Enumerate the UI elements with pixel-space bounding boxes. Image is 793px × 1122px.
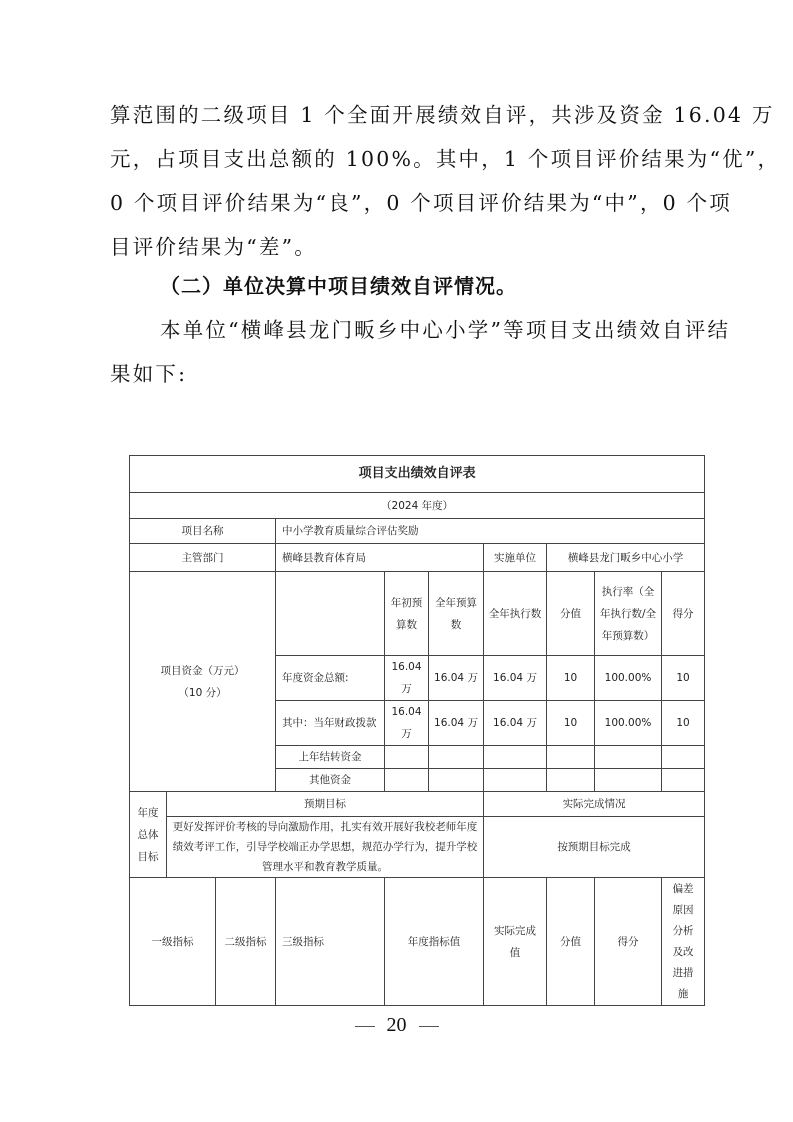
performance-self-eval-table	[129, 455, 705, 1006]
funds-header: 得分	[662, 572, 705, 656]
page-number	[0, 1014, 793, 1037]
funds-score-value	[662, 769, 705, 792]
funds-weight	[547, 746, 595, 769]
funds-budget	[429, 746, 484, 769]
indicator-header: 二级指标	[216, 878, 276, 1006]
indicator-header: 一级指标	[130, 878, 216, 1006]
indicator-header: 偏差原因分析及改进措施	[662, 878, 705, 1006]
dept-label: 主管部门	[130, 544, 276, 572]
funds-header-blank	[276, 572, 385, 656]
table-year: （2024 年度）	[130, 493, 705, 519]
funds-header: 全年预算数	[429, 572, 484, 656]
funds-header: 执行率（全年执行数/全年预算数）	[595, 572, 662, 656]
funds-executed	[484, 769, 547, 792]
funds-score: （10 分）	[178, 687, 227, 699]
paragraph-line: 0 个项目评价结果为“良”，0 个项目评价结果为“中”，0 个项	[110, 191, 732, 215]
funds-score-value: 10	[662, 656, 705, 701]
funds-header: 分值	[547, 572, 595, 656]
funds-executed	[484, 746, 547, 769]
indicator-header: 分值	[547, 878, 595, 1006]
funds-executed: 16.04 万	[484, 701, 547, 746]
dept-value: 横峰县教育体育局	[276, 544, 484, 572]
funds-weight: 10	[547, 701, 595, 746]
page-number-text: 20	[386, 1014, 407, 1036]
actual-completion-label: 实际完成情况	[484, 792, 705, 817]
project-name-value: 中小学教育质量综合评估奖励	[276, 519, 705, 544]
expected-goal-label: 预期目标	[167, 792, 484, 817]
funds-row-label: 其中：当年财政拨款	[276, 701, 385, 746]
project-name-label: 项目名称	[130, 519, 276, 544]
goal-label: 年度总体目标	[130, 792, 167, 878]
actual-completion-text: 按预期目标完成	[484, 817, 705, 878]
paragraph-line: 算范围的二级项目 1 个全面开展绩效自评，共涉及资金 16.04 万	[110, 103, 775, 127]
paragraph-line: 本单位“横峰县龙门畈乡中心小学”等项目支出绩效自评结	[160, 318, 731, 342]
funds-label: 项目资金（万元）	[160, 665, 245, 677]
funds-weight: 10	[547, 656, 595, 701]
table-title: 项目支出绩效自评表	[130, 456, 705, 493]
funds-budget	[429, 769, 484, 792]
funds-budget: 16.04 万	[429, 701, 484, 746]
funds-executed: 16.04 万	[484, 656, 547, 701]
funds-header: 年初预算数	[385, 572, 429, 656]
funds-row-label: 其他资金	[276, 769, 385, 792]
indicator-header: 得分	[595, 878, 662, 1006]
funds-rate: 100.00%	[595, 701, 662, 746]
paragraph-1	[110, 97, 781, 265]
funds-budget: 16.04 万	[429, 656, 484, 701]
indicator-header: 三级指标	[276, 878, 385, 1006]
funds-rate	[595, 746, 662, 769]
funds-rate: 100.00%	[595, 656, 662, 701]
paragraph-line: 目评价结果为“差”。	[110, 235, 317, 259]
paragraph-line: 元，占项目支出总额的 100%。其中，1 个项目评价结果为“优”，	[110, 147, 781, 171]
expected-goal-text: 更好发挥评价考核的导向激励作用，扎实有效开展好我校老师年度绩效考评工作，引导学校端正办学思想，规范办学行为，提升学校管理水平和教育教学质量。	[167, 817, 484, 878]
funds-label-cell	[130, 572, 276, 792]
funds-rate	[595, 769, 662, 792]
dash-right	[419, 1026, 439, 1027]
funds-weight	[547, 769, 595, 792]
indicator-header: 年度指标值	[385, 878, 484, 1006]
section-heading: （二）单位决算中项目绩效自评情况。	[160, 274, 517, 298]
paragraph-line: 果如下:	[110, 362, 188, 386]
funds-initial: 16.04万	[385, 656, 429, 701]
funds-initial	[385, 769, 429, 792]
funds-initial	[385, 746, 429, 769]
impl-label: 实施单位	[484, 544, 547, 572]
funds-score-value: 10	[662, 701, 705, 746]
impl-value: 横峰县龙门畈乡中心小学	[547, 544, 705, 572]
funds-score-value	[662, 746, 705, 769]
dash-left	[355, 1026, 375, 1027]
funds-row-label: 上年结转资金	[276, 746, 385, 769]
indicator-header: 实际完成值	[484, 878, 547, 1006]
funds-initial: 16.04万	[385, 701, 429, 746]
funds-row-label: 年度资金总额:	[276, 656, 385, 701]
funds-header: 全年执行数	[484, 572, 547, 656]
paragraph-2	[110, 312, 731, 392]
